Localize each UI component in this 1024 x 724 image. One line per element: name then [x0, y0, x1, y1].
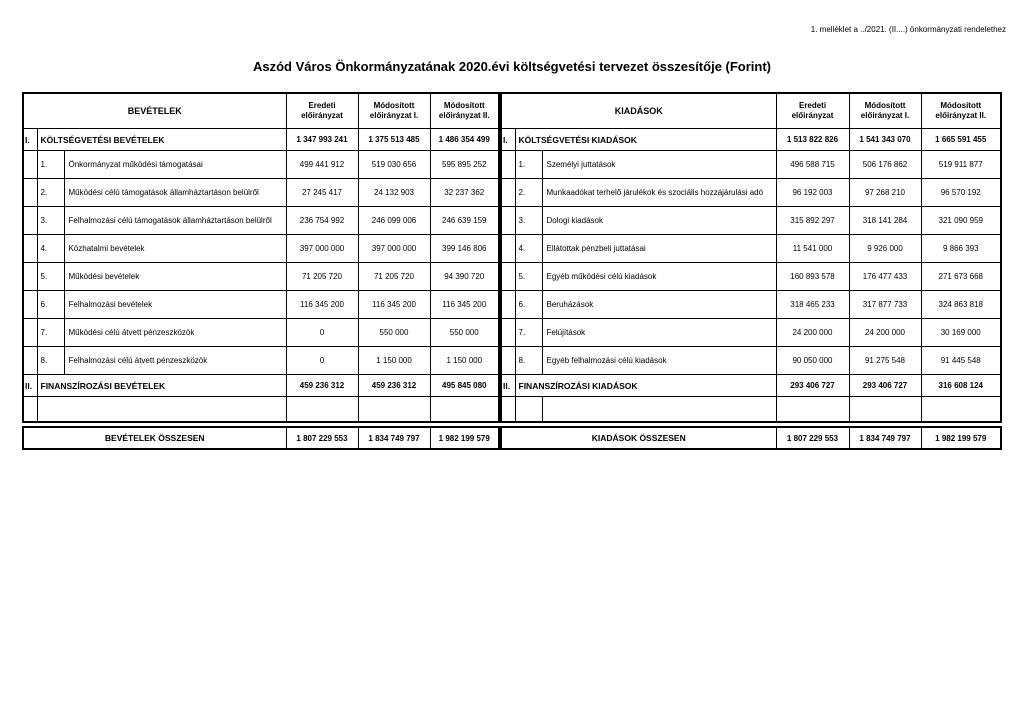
row-roman-numeral: I. — [501, 129, 515, 151]
empty-row — [501, 397, 1001, 423]
row-value-modositott-1: 550 000 — [358, 319, 430, 347]
empty-cell — [358, 397, 430, 423]
row-roman-cell — [501, 207, 515, 235]
row-roman-numeral: II. — [501, 375, 515, 397]
row-roman-cell — [23, 291, 37, 319]
column-header-eredeti: Eredeti előirányzat — [776, 93, 849, 129]
empty-cell — [286, 397, 358, 423]
row-value-eredeti: 236 754 992 — [286, 207, 358, 235]
row-number: 2. — [515, 179, 542, 207]
table-row — [23, 319, 499, 347]
summary-value-modositott-1: 1 541 343 070 — [849, 129, 921, 151]
row-label: Dologi kiadások — [542, 207, 776, 235]
table-row — [501, 235, 1001, 263]
revenues-header-row — [23, 93, 499, 129]
row-value-modositott-1: 97 268 210 — [849, 179, 921, 207]
column-header-modositott-1: Módosított előirányzat I. — [358, 93, 430, 129]
row-value-eredeti: 11 541 000 — [776, 235, 849, 263]
row-label: Felhalmozási bevételek — [64, 291, 286, 319]
empty-cell — [37, 397, 286, 423]
row-value-modositott-1: 317 877 733 — [849, 291, 921, 319]
row-number: 7. — [515, 319, 542, 347]
row-number: 5. — [37, 263, 64, 291]
row-number: 3. — [37, 207, 64, 235]
row-value-eredeti: 160 893 578 — [776, 263, 849, 291]
expenditures-summary-row-2 — [501, 375, 1001, 397]
column-header-modositott-2: Módosított előirányzat II. — [430, 93, 499, 129]
summary-label: KÖLTSÉGVETÉSI KIADÁSOK — [515, 129, 776, 151]
row-value-modositott-1: 24 132 903 — [358, 179, 430, 207]
empty-row — [23, 397, 499, 423]
revenues-section — [22, 92, 500, 450]
row-label: Közhatalmi bevételek — [64, 235, 286, 263]
column-header-eredeti: Eredeti előirányzat — [286, 93, 358, 129]
row-value-modositott-1: 176 477 433 — [849, 263, 921, 291]
margin-note: 1. melléklet a ../2021. (II....) önkormányzati rendelethez — [810, 25, 1006, 34]
row-label: Felújítások — [542, 319, 776, 347]
row-value-modositott-2: 91 445 548 — [921, 347, 1001, 375]
row-value-modositott-1: 71 205 720 — [358, 263, 430, 291]
table-row — [501, 263, 1001, 291]
table-row — [501, 291, 1001, 319]
row-number: 8. — [37, 347, 64, 375]
row-value-modositott-1: 91 275 548 — [849, 347, 921, 375]
empty-cell — [515, 397, 542, 423]
row-value-eredeti: 496 588 715 — [776, 151, 849, 179]
row-value-eredeti: 499 441 912 — [286, 151, 358, 179]
row-label: Felhalmozási célú átvett pénzeszközök — [64, 347, 286, 375]
row-roman-cell — [501, 319, 515, 347]
row-number: 8. — [515, 347, 542, 375]
total-label: BEVÉTELEK ÖSSZESEN — [23, 427, 286, 449]
summary-label: FINANSZÍROZÁSI KIADÁSOK — [515, 375, 776, 397]
table-row — [501, 347, 1001, 375]
summary-value-modositott-2: 316 608 124 — [921, 375, 1001, 397]
row-value-modositott-1: 1 150 000 — [358, 347, 430, 375]
summary-value-modositott-2: 1 665 591 455 — [921, 129, 1001, 151]
row-value-modositott-1: 116 345 200 — [358, 291, 430, 319]
row-roman-cell — [501, 151, 515, 179]
document-title: Aszód Város Önkormányzatának 2020.évi költségvetési tervezet összesítője (Forint) — [252, 59, 772, 74]
empty-cell — [542, 397, 776, 423]
row-value-modositott-1: 397 000 000 — [358, 235, 430, 263]
row-roman-cell — [501, 263, 515, 291]
summary-value-modositott-1: 293 406 727 — [849, 375, 921, 397]
row-roman-numeral: I. — [23, 129, 37, 151]
table-row — [501, 319, 1001, 347]
table-row — [23, 151, 499, 179]
row-number: 4. — [37, 235, 64, 263]
total-value-modositott-2: 1 982 199 579 — [921, 427, 1001, 449]
row-value-modositott-2: 96 570 192 — [921, 179, 1001, 207]
revenues-summary-row-2 — [23, 375, 499, 397]
table-row — [23, 235, 499, 263]
row-value-modositott-1: 24 200 000 — [849, 319, 921, 347]
row-value-eredeti: 0 — [286, 347, 358, 375]
expenditures-section — [500, 92, 1002, 450]
row-value-modositott-2: 30 169 000 — [921, 319, 1001, 347]
row-label: Egyéb felhalmozási célú kiadások — [542, 347, 776, 375]
total-value-modositott-1: 1 834 749 797 — [849, 427, 921, 449]
row-value-modositott-2: 324 863 818 — [921, 291, 1001, 319]
revenues-section-header: BEVÉTELEK — [23, 93, 286, 129]
row-label: Beruházások — [542, 291, 776, 319]
table-row — [23, 207, 499, 235]
row-value-eredeti: 315 892 297 — [776, 207, 849, 235]
row-number: 7. — [37, 319, 64, 347]
summary-value-modositott-2: 1 486 354 499 — [430, 129, 499, 151]
row-value-eredeti: 96 192 003 — [776, 179, 849, 207]
row-value-modositott-1: 519 030 656 — [358, 151, 430, 179]
table-row — [23, 291, 499, 319]
row-roman-cell — [23, 347, 37, 375]
total-value-eredeti: 1 807 229 553 — [776, 427, 849, 449]
empty-cell — [430, 397, 499, 423]
expenditures-summary-row-1 — [501, 129, 1001, 151]
summary-value-eredeti: 293 406 727 — [776, 375, 849, 397]
budget-table — [22, 92, 1002, 450]
row-label: Személyi juttatások — [542, 151, 776, 179]
expenditures-header-row — [501, 93, 1001, 129]
row-roman-cell — [501, 347, 515, 375]
expenditures-section-header: KIADÁSOK — [501, 93, 776, 129]
row-roman-cell — [23, 263, 37, 291]
empty-cell — [921, 397, 1001, 423]
empty-cell — [776, 397, 849, 423]
row-roman-cell — [23, 151, 37, 179]
row-value-eredeti: 90 050 000 — [776, 347, 849, 375]
row-roman-cell — [501, 235, 515, 263]
row-label: Munkaadókat terhelő járulékok és szociális hozzájárulási adó — [542, 179, 776, 207]
row-value-modositott-1: 318 141 284 — [849, 207, 921, 235]
summary-label: FINANSZÍROZÁSI BEVÉTELEK — [37, 375, 286, 397]
table-row — [501, 151, 1001, 179]
summary-value-modositott-1: 1 375 513 485 — [358, 129, 430, 151]
row-number: 6. — [515, 291, 542, 319]
row-value-modositott-2: 550 000 — [430, 319, 499, 347]
row-number: 6. — [37, 291, 64, 319]
summary-value-eredeti: 1 347 993 241 — [286, 129, 358, 151]
table-row — [23, 263, 499, 291]
row-label: Egyéb működési célú kiadások — [542, 263, 776, 291]
row-value-modositott-2: 321 090 959 — [921, 207, 1001, 235]
summary-value-eredeti: 459 236 312 — [286, 375, 358, 397]
row-label: Önkormányzat működési támogatásai — [64, 151, 286, 179]
total-label: KIADÁSOK ÖSSZESEN — [501, 427, 776, 449]
row-value-eredeti: 318 465 233 — [776, 291, 849, 319]
total-value-modositott-1: 1 834 749 797 — [358, 427, 430, 449]
row-label: Felhalmozási célú támogatások államháztartáson belülről — [64, 207, 286, 235]
total-value-modositott-2: 1 982 199 579 — [430, 427, 499, 449]
row-value-modositott-2: 1 150 000 — [430, 347, 499, 375]
row-value-modositott-2: 519 911 877 — [921, 151, 1001, 179]
column-header-modositott-2: Módosított előirányzat II. — [921, 93, 1001, 129]
row-value-modositott-2: 32 237 362 — [430, 179, 499, 207]
row-value-eredeti: 0 — [286, 319, 358, 347]
table-row — [501, 207, 1001, 235]
row-label: Működési célú támogatások államháztartáson belülről — [64, 179, 286, 207]
row-value-eredeti: 27 245 417 — [286, 179, 358, 207]
row-value-modositott-1: 506 176 862 — [849, 151, 921, 179]
empty-cell — [23, 397, 37, 423]
row-number: 3. — [515, 207, 542, 235]
row-roman-cell — [501, 291, 515, 319]
empty-cell — [849, 397, 921, 423]
row-number: 1. — [515, 151, 542, 179]
row-value-modositott-2: 94 390 720 — [430, 263, 499, 291]
row-number: 2. — [37, 179, 64, 207]
row-number: 1. — [37, 151, 64, 179]
row-label: Működési bevételek — [64, 263, 286, 291]
row-value-eredeti: 397 000 000 — [286, 235, 358, 263]
summary-value-modositott-1: 459 236 312 — [358, 375, 430, 397]
row-value-modositott-2: 271 673 668 — [921, 263, 1001, 291]
row-value-eredeti: 116 345 200 — [286, 291, 358, 319]
row-value-modositott-2: 246 639 159 — [430, 207, 499, 235]
column-header-modositott-1: Módosított előirányzat I. — [849, 93, 921, 129]
expenditures-total-table — [500, 426, 1002, 450]
row-label: Ellátottak pénzbeli juttatásai — [542, 235, 776, 263]
row-roman-cell — [23, 207, 37, 235]
summary-label: KÖLTSÉGVETÉSI BEVÉTELEK — [37, 129, 286, 151]
empty-cell — [501, 397, 515, 423]
row-value-modositott-2: 595 895 252 — [430, 151, 499, 179]
revenues-table — [22, 92, 500, 423]
row-label: Működési célú átvett pénzeszközök — [64, 319, 286, 347]
row-roman-numeral: II. — [23, 375, 37, 397]
row-number: 4. — [515, 235, 542, 263]
row-value-eredeti: 71 205 720 — [286, 263, 358, 291]
row-roman-cell — [23, 235, 37, 263]
row-roman-cell — [23, 179, 37, 207]
summary-value-eredeti: 1 513 822 826 — [776, 129, 849, 151]
total-value-eredeti: 1 807 229 553 — [286, 427, 358, 449]
row-value-modositott-1: 246 099 006 — [358, 207, 430, 235]
table-row — [23, 347, 499, 375]
row-value-modositott-2: 116 345 200 — [430, 291, 499, 319]
row-value-eredeti: 24 200 000 — [776, 319, 849, 347]
summary-value-modositott-2: 495 845 080 — [430, 375, 499, 397]
row-roman-cell — [23, 319, 37, 347]
row-number: 5. — [515, 263, 542, 291]
expenditures-table — [500, 92, 1002, 423]
row-value-modositott-1: 9 926 000 — [849, 235, 921, 263]
row-roman-cell — [501, 179, 515, 207]
table-row — [501, 179, 1001, 207]
revenues-total-table — [22, 426, 500, 450]
revenues-total-row — [23, 427, 499, 449]
row-value-modositott-2: 9 866 393 — [921, 235, 1001, 263]
row-value-modositott-2: 399 146 806 — [430, 235, 499, 263]
table-row — [23, 179, 499, 207]
revenues-summary-row-1 — [23, 129, 499, 151]
expenditures-total-row — [501, 427, 1001, 449]
